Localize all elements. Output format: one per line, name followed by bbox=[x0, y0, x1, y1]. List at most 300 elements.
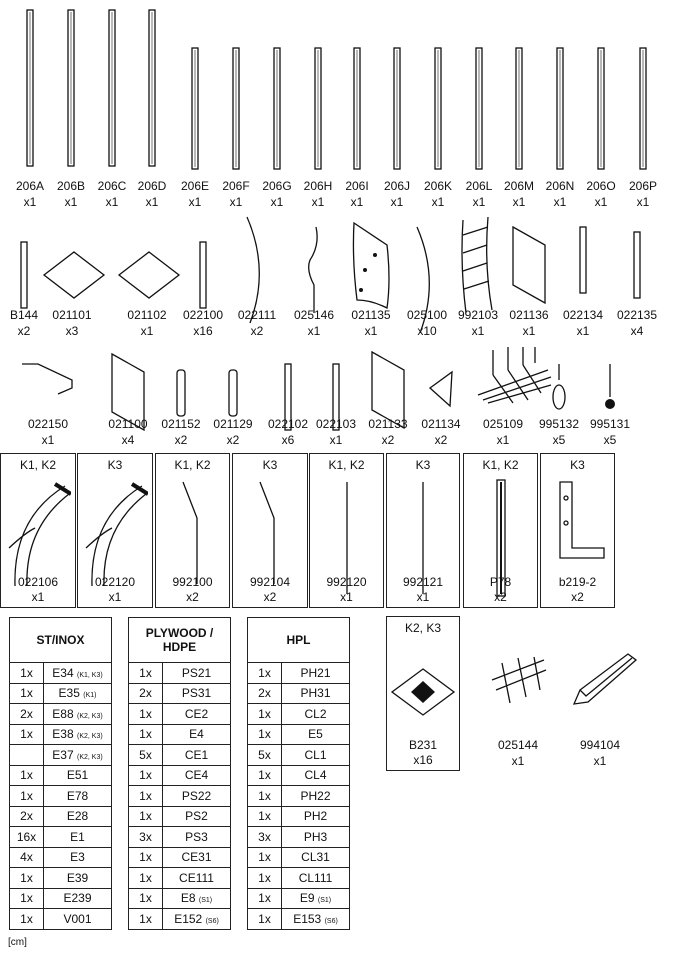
part-label bbox=[173, 307, 233, 339]
code: E9 bbox=[299, 891, 315, 906]
kit-part-box bbox=[77, 453, 153, 608]
quantity-cell: 4x bbox=[10, 847, 44, 868]
part-code: 994104 bbox=[579, 738, 621, 752]
quantity-cell: 3x bbox=[129, 827, 163, 848]
table-row bbox=[10, 704, 350, 725]
table-row bbox=[10, 786, 350, 807]
code: PS3 bbox=[185, 829, 208, 844]
code: E39 bbox=[66, 870, 89, 885]
kit-header: K3 bbox=[262, 458, 278, 472]
table-row bbox=[10, 663, 350, 684]
code: CE4 bbox=[184, 768, 209, 783]
code: E88 bbox=[52, 706, 74, 721]
quantity-cell: 1x bbox=[129, 888, 163, 909]
code-cell bbox=[282, 765, 350, 786]
part-quantity: x1 bbox=[594, 195, 608, 209]
code-cell bbox=[163, 663, 231, 684]
part-quantity: x1 bbox=[23, 195, 37, 209]
quantity-cell: 1x bbox=[129, 704, 163, 725]
platform-icon bbox=[117, 250, 177, 300]
kit-note: (K1) bbox=[83, 692, 97, 700]
part-code: 021102 bbox=[127, 308, 167, 322]
bar-icon bbox=[553, 225, 613, 295]
bolt-icon bbox=[580, 362, 640, 412]
code-cell bbox=[44, 683, 112, 704]
code-cell bbox=[282, 745, 350, 766]
part-quantity: x1 bbox=[145, 195, 159, 209]
quantity-cell: 1x bbox=[129, 909, 163, 930]
code: E38 bbox=[52, 727, 74, 742]
part-code: B231 bbox=[408, 738, 438, 752]
table-row bbox=[10, 745, 350, 766]
quantity-cell: 1x bbox=[10, 888, 44, 909]
code: E34 bbox=[52, 665, 74, 680]
part-quantity: x3 bbox=[65, 324, 79, 338]
code: E153 bbox=[293, 911, 322, 926]
code-cell bbox=[163, 765, 231, 786]
part-code: P78 bbox=[489, 575, 512, 589]
unit-note: [cm] bbox=[8, 937, 27, 948]
code-cell bbox=[163, 847, 231, 868]
part-quantity: x1 bbox=[416, 590, 430, 604]
code: CL2 bbox=[304, 706, 327, 721]
part-quantity: x2 bbox=[186, 590, 199, 604]
quantity-cell: 1x bbox=[10, 868, 44, 889]
part-quantity: x1 bbox=[64, 195, 78, 209]
part-code: 022103 bbox=[315, 417, 357, 431]
slide-icon bbox=[570, 650, 630, 710]
kit-note: (S1) bbox=[198, 897, 213, 905]
code: PS21 bbox=[181, 665, 212, 680]
quantity-cell: 2x bbox=[248, 683, 282, 704]
part-code: 022100 bbox=[182, 308, 224, 322]
part-code: 206F bbox=[222, 179, 250, 193]
part-quantity: x2 bbox=[571, 590, 584, 604]
kit-header: K2, K3 bbox=[404, 621, 442, 635]
code: CL1 bbox=[304, 747, 327, 762]
part-quantity: x1 bbox=[140, 324, 154, 338]
quantity-cell: 1x bbox=[248, 704, 282, 725]
code: CL31 bbox=[301, 850, 330, 865]
part-code: 206H bbox=[303, 179, 333, 193]
part-label bbox=[607, 307, 667, 339]
code: E37 bbox=[52, 747, 74, 762]
part-code: B144 bbox=[9, 308, 39, 322]
kit-note: (K1, K3) bbox=[77, 671, 103, 679]
kit-part-box bbox=[0, 453, 76, 608]
kit-note: (K2, K3) bbox=[77, 712, 103, 720]
part-quantity: x1 bbox=[364, 324, 378, 338]
climbing-wall-icon bbox=[341, 220, 401, 310]
part-label bbox=[613, 178, 673, 210]
part-quantity: x2 bbox=[226, 433, 240, 447]
table-header: PLYWOOD / HDPE bbox=[129, 618, 231, 663]
code: CE2 bbox=[184, 706, 209, 721]
hardware-table bbox=[9, 617, 350, 930]
table-row bbox=[10, 806, 350, 827]
part-quantity: x1 bbox=[576, 324, 590, 338]
code-cell bbox=[44, 786, 112, 807]
part-quantity: x1 bbox=[593, 754, 607, 768]
part-code: 206I bbox=[345, 179, 369, 193]
part-code: 206D bbox=[137, 179, 167, 193]
part-quantity: x1 bbox=[105, 195, 119, 209]
code-cell bbox=[163, 724, 231, 745]
code-cell bbox=[44, 663, 112, 684]
code: CE111 bbox=[179, 870, 214, 885]
part-label bbox=[306, 416, 366, 448]
part-quantity: x4 bbox=[121, 433, 135, 447]
quantity-cell: 16x bbox=[10, 827, 44, 848]
quantity-cell: 1x bbox=[129, 806, 163, 827]
part-quantity: x1 bbox=[340, 590, 353, 604]
code: PS31 bbox=[181, 686, 212, 701]
part-quantity: x2 bbox=[434, 433, 448, 447]
part-code: 992103 bbox=[457, 308, 499, 322]
part-code: 206O bbox=[586, 179, 616, 193]
code-cell bbox=[44, 745, 112, 766]
code-cell bbox=[282, 909, 350, 930]
part-code: 992121 bbox=[402, 575, 444, 589]
quantity-cell: 5x bbox=[129, 745, 163, 766]
quantity-cell: 1x bbox=[248, 786, 282, 807]
part-label bbox=[411, 416, 471, 448]
part-label bbox=[98, 416, 158, 448]
net-icon bbox=[473, 345, 533, 405]
part-quantity: x5 bbox=[603, 433, 617, 447]
part-code: 206A bbox=[15, 179, 45, 193]
code-cell bbox=[163, 704, 231, 725]
part-code: 021129 bbox=[213, 417, 253, 431]
part-code: 022111 bbox=[237, 308, 277, 322]
quantity-cell: 1x bbox=[248, 765, 282, 786]
kit-note: (S6) bbox=[324, 917, 338, 925]
part-code: 021136 bbox=[509, 308, 549, 322]
part-code: 025109 bbox=[482, 417, 524, 431]
rope-icon bbox=[284, 225, 344, 315]
part-code: 022106 bbox=[17, 575, 59, 589]
part-quantity: x2 bbox=[494, 590, 507, 604]
kit-note: (K2, K3) bbox=[77, 733, 103, 741]
part-code: 021152 bbox=[161, 417, 201, 431]
bar-icon bbox=[173, 240, 233, 310]
part-code: 021135 bbox=[351, 308, 391, 322]
part-label bbox=[203, 416, 263, 448]
code: E35 bbox=[58, 686, 80, 701]
handle-icon bbox=[18, 358, 78, 398]
code-cell bbox=[282, 724, 350, 745]
part-code: 206L bbox=[465, 179, 493, 193]
quantity-cell: 1x bbox=[248, 909, 282, 930]
kit-part-box bbox=[232, 453, 308, 608]
code: PH31 bbox=[300, 686, 331, 701]
part-code: 022150 bbox=[27, 417, 69, 431]
table-row bbox=[10, 909, 350, 930]
table-row bbox=[10, 724, 350, 745]
quantity-cell: 1x bbox=[248, 868, 282, 889]
code-cell bbox=[163, 827, 231, 848]
part-quantity: x2 bbox=[17, 324, 31, 338]
code-cell bbox=[44, 909, 112, 930]
panel-icon bbox=[499, 225, 559, 305]
part-quantity: x1 bbox=[329, 433, 343, 447]
part-quantity: x1 bbox=[311, 195, 325, 209]
part-code: 021101 bbox=[52, 308, 92, 322]
table-header: HPL bbox=[248, 618, 350, 663]
quantity-cell: 1x bbox=[248, 847, 282, 868]
code: E239 bbox=[63, 891, 92, 906]
part-code: 206P bbox=[628, 179, 658, 193]
part-quantity: x16 bbox=[193, 324, 213, 338]
part-code: 992100 bbox=[172, 575, 213, 589]
table-row bbox=[10, 847, 350, 868]
part-quantity: x2 bbox=[381, 433, 395, 447]
part-quantity: x1 bbox=[511, 754, 525, 768]
code-cell bbox=[163, 683, 231, 704]
table-row bbox=[10, 827, 350, 848]
part-quantity: x2 bbox=[263, 590, 277, 604]
quantity-cell: 1x bbox=[10, 663, 44, 684]
part-code: 021100 bbox=[108, 417, 148, 431]
part-code: 206M bbox=[503, 179, 535, 193]
part-quantity: x1 bbox=[307, 324, 321, 338]
quantity-cell: 1x bbox=[10, 765, 44, 786]
quantity-cell: 1x bbox=[129, 786, 163, 807]
kit-header: K3 bbox=[570, 458, 585, 472]
part-quantity: x1 bbox=[471, 324, 485, 338]
part-code: 206E bbox=[180, 179, 210, 193]
code: PH22 bbox=[300, 788, 331, 803]
part-quantity: x4 bbox=[630, 324, 644, 338]
code: E8 bbox=[180, 891, 196, 906]
code: E51 bbox=[66, 768, 89, 783]
code-cell bbox=[163, 868, 231, 889]
part-label bbox=[284, 307, 344, 339]
code-cell bbox=[282, 827, 350, 848]
code-cell bbox=[163, 888, 231, 909]
table-header: ST/INOX bbox=[10, 618, 112, 663]
code: E5 bbox=[308, 727, 323, 742]
part-quantity: x10 bbox=[417, 324, 437, 338]
quantity-cell: 1x bbox=[248, 724, 282, 745]
code-cell bbox=[44, 847, 112, 868]
plate-icon bbox=[203, 368, 263, 418]
code-cell bbox=[163, 786, 231, 807]
part-code: 022135 bbox=[616, 308, 658, 322]
part-code: 206N bbox=[545, 179, 575, 193]
code: CE31 bbox=[181, 850, 212, 865]
code-cell bbox=[282, 868, 350, 889]
quantity-cell: 1x bbox=[10, 909, 44, 930]
part-code: 021134 bbox=[421, 417, 461, 431]
kit-header: K1, K2 bbox=[328, 458, 365, 472]
part-label bbox=[553, 307, 613, 339]
quantity-cell: 3x bbox=[248, 827, 282, 848]
code-cell bbox=[282, 786, 350, 807]
quantity-cell: 1x bbox=[248, 888, 282, 909]
part-code: 206B bbox=[56, 179, 86, 193]
bar-icon bbox=[607, 230, 667, 300]
kit-header: K1, K2 bbox=[482, 458, 519, 472]
code: E3 bbox=[70, 850, 85, 865]
code: CE1 bbox=[184, 747, 209, 762]
part-quantity: x1 bbox=[522, 324, 536, 338]
part-label bbox=[151, 416, 211, 448]
part-quantity: x1 bbox=[188, 195, 202, 209]
part-quantity: x1 bbox=[553, 195, 567, 209]
code-cell bbox=[44, 827, 112, 848]
quantity-cell: 1x bbox=[129, 724, 163, 745]
part-quantity: x6 bbox=[281, 433, 295, 447]
code-cell bbox=[44, 888, 112, 909]
part-code: b219-2 bbox=[558, 575, 597, 589]
table-row bbox=[10, 683, 350, 704]
part-label bbox=[570, 737, 630, 769]
code-cell bbox=[282, 806, 350, 827]
part-code: 025146 bbox=[293, 308, 335, 322]
code-cell bbox=[44, 765, 112, 786]
quantity-cell: 5x bbox=[248, 745, 282, 766]
code-cell bbox=[282, 847, 350, 868]
table-row bbox=[10, 868, 350, 889]
code-cell bbox=[163, 909, 231, 930]
part-quantity: x1 bbox=[496, 433, 510, 447]
part-quantity: x2 bbox=[174, 433, 188, 447]
part-code: 206K bbox=[423, 179, 453, 193]
code: PS2 bbox=[185, 809, 208, 824]
kit-part-box bbox=[386, 453, 460, 608]
quantity-cell: 1x bbox=[129, 765, 163, 786]
code-cell bbox=[44, 704, 112, 725]
code-cell bbox=[44, 724, 112, 745]
code-cell bbox=[282, 683, 350, 704]
code: V001 bbox=[63, 911, 92, 926]
part-quantity: x1 bbox=[472, 195, 486, 209]
part-code: 992104 bbox=[249, 575, 291, 589]
part-quantity: x1 bbox=[350, 195, 364, 209]
code: E78 bbox=[66, 788, 89, 803]
plate-icon bbox=[151, 368, 211, 418]
part-code: 025144 bbox=[497, 738, 539, 752]
code-cell bbox=[163, 806, 231, 827]
kit-part-box bbox=[386, 616, 460, 771]
quantity-cell: 1x bbox=[129, 847, 163, 868]
code-cell bbox=[282, 663, 350, 684]
quantity-cell: 2x bbox=[10, 704, 44, 725]
part-quantity: x1 bbox=[390, 195, 404, 209]
part-label bbox=[488, 737, 548, 769]
code: E152 bbox=[174, 911, 203, 926]
part-code: 022102 bbox=[267, 417, 309, 431]
part-label bbox=[117, 307, 177, 339]
part-quantity: x1 bbox=[41, 433, 55, 447]
code-cell bbox=[163, 745, 231, 766]
code: CL111 bbox=[298, 870, 333, 885]
kit-part-box bbox=[309, 453, 384, 608]
quantity-cell: 2x bbox=[10, 806, 44, 827]
part-quantity: x1 bbox=[636, 195, 650, 209]
part-code: 021133 bbox=[368, 417, 408, 431]
part-quantity: x1 bbox=[108, 590, 122, 604]
kit-note: (S1) bbox=[317, 897, 332, 905]
part-code: 206G bbox=[262, 179, 292, 193]
code: PH21 bbox=[300, 665, 331, 680]
code: E1 bbox=[70, 829, 85, 844]
kit-note: (K2, K3) bbox=[77, 753, 103, 761]
part-label bbox=[580, 416, 640, 448]
kit-part-box bbox=[463, 453, 538, 608]
kit-part-box bbox=[540, 453, 615, 608]
code: CL4 bbox=[304, 768, 327, 783]
part-label bbox=[227, 307, 287, 339]
quantity-cell: 1x bbox=[248, 806, 282, 827]
bracket-icon bbox=[411, 368, 471, 408]
part-quantity: x5 bbox=[552, 433, 566, 447]
quantity-cell: 1x bbox=[10, 786, 44, 807]
part-label bbox=[42, 307, 102, 339]
quantity-cell bbox=[10, 745, 44, 766]
code-cell bbox=[282, 888, 350, 909]
part-quantity: x1 bbox=[229, 195, 243, 209]
quantity-cell: 1x bbox=[10, 683, 44, 704]
code: E28 bbox=[66, 809, 89, 824]
part-quantity: x2 bbox=[250, 324, 264, 338]
kit-note: (S6) bbox=[205, 917, 219, 925]
part-label bbox=[18, 416, 78, 448]
code: PH3 bbox=[303, 829, 328, 844]
post-short bbox=[613, 46, 673, 171]
kit-header: K3 bbox=[415, 458, 431, 472]
code-cell bbox=[44, 806, 112, 827]
part-quantity: x1 bbox=[512, 195, 526, 209]
code-cell bbox=[282, 704, 350, 725]
part-code: 025100 bbox=[406, 308, 448, 322]
part-label bbox=[473, 416, 533, 448]
quantity-cell: 1x bbox=[248, 663, 282, 684]
part-quantity: x16 bbox=[413, 753, 433, 767]
part-code: 022120 bbox=[94, 575, 136, 589]
part-label bbox=[499, 307, 559, 339]
swing-seat-icon bbox=[488, 655, 548, 705]
part-code: 022134 bbox=[562, 308, 604, 322]
table-row bbox=[10, 765, 350, 786]
table-row bbox=[10, 888, 350, 909]
part-quantity: x1 bbox=[431, 195, 445, 209]
code: PH2 bbox=[303, 809, 328, 824]
code: PS22 bbox=[181, 788, 212, 803]
part-code: 206J bbox=[383, 179, 411, 193]
platform-icon bbox=[42, 250, 102, 300]
code-cell bbox=[44, 868, 112, 889]
quantity-cell: 1x bbox=[129, 868, 163, 889]
kit-header: K1, K2 bbox=[19, 458, 57, 472]
quantity-cell: 1x bbox=[129, 663, 163, 684]
kit-header: K1, K2 bbox=[174, 458, 211, 472]
code: E4 bbox=[189, 727, 204, 742]
quantity-cell: 1x bbox=[10, 724, 44, 745]
part-quantity: x1 bbox=[31, 590, 45, 604]
part-label bbox=[341, 307, 401, 339]
kit-header: K3 bbox=[107, 458, 123, 472]
part-code: 995131 bbox=[589, 417, 631, 431]
part-code: 206C bbox=[97, 179, 127, 193]
part-code: 992120 bbox=[326, 575, 367, 589]
part-quantity: x1 bbox=[270, 195, 284, 209]
kit-part-box bbox=[155, 453, 230, 608]
quantity-cell: 2x bbox=[129, 683, 163, 704]
part-label bbox=[358, 416, 418, 448]
part-code: 995132 bbox=[538, 417, 580, 431]
